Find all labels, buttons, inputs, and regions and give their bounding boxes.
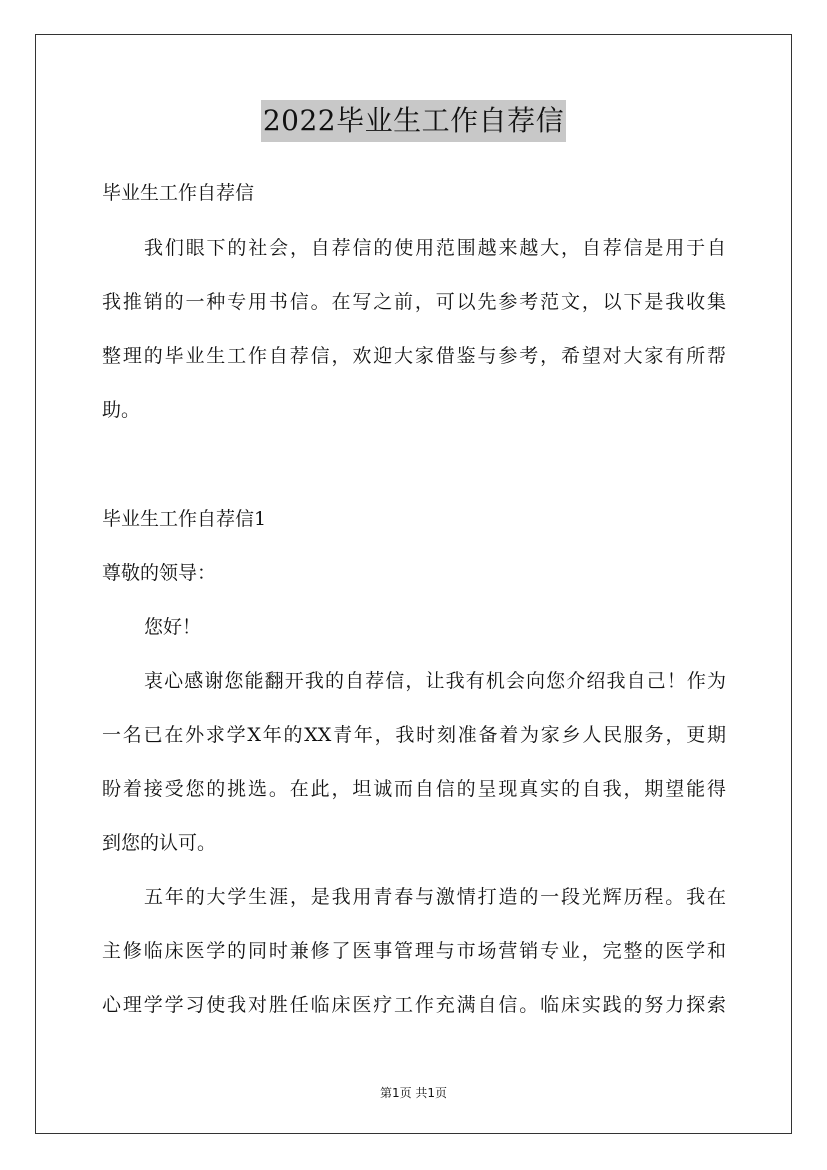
paragraph-line: 五年的大学生涯，是我用青春与激情打造的一段光辉历程。我在 <box>144 886 726 908</box>
section-heading: 毕业生工作自荐信 <box>102 182 255 204</box>
salutation: 尊敬的领导： <box>102 562 217 584</box>
greeting: 您好！ <box>144 616 202 638</box>
paragraph-line: 到您的认可。 <box>102 832 217 854</box>
paragraph-line: 整理的毕业生工作自荐信，欢迎大家借鉴与参考，希望对大家有所帮 <box>102 345 726 367</box>
document-title: 2022毕业生工作自荐信 <box>261 100 566 142</box>
page-footer: 第1页 共1页 <box>379 1086 448 1100</box>
paragraph-line: 心理学学习使我对胜任临床医疗工作充满自信。临床实践的努力探索 <box>102 994 726 1016</box>
paragraph-line: 衷心感谢您能翻开我的自荐信，让我有机会向您介绍我自己！作为 <box>144 670 726 692</box>
paragraph-line: 我们眼下的社会，自荐信的使用范围越来越大，自荐信是用于自 <box>144 237 726 259</box>
title-container <box>0 100 827 142</box>
paragraph-line: 一名已在外求学X年的XX青年，我时刻准备着为家乡人民服务，更期 <box>102 724 726 746</box>
paragraph-line: 助。 <box>102 399 141 421</box>
paragraph-line: 主修临床医学的同时兼修了医事管理与市场营销专业，完整的医学和 <box>102 940 726 962</box>
paragraph-line: 我推销的一种专用书信。在写之前，可以先参考范文，以下是我收集 <box>102 291 726 313</box>
paragraph-line: 盼着接受您的挑选。在此，坦诚而自信的呈现真实的自我，期望能得 <box>102 778 726 800</box>
letter-heading: 毕业生工作自荐信1 <box>102 508 267 530</box>
